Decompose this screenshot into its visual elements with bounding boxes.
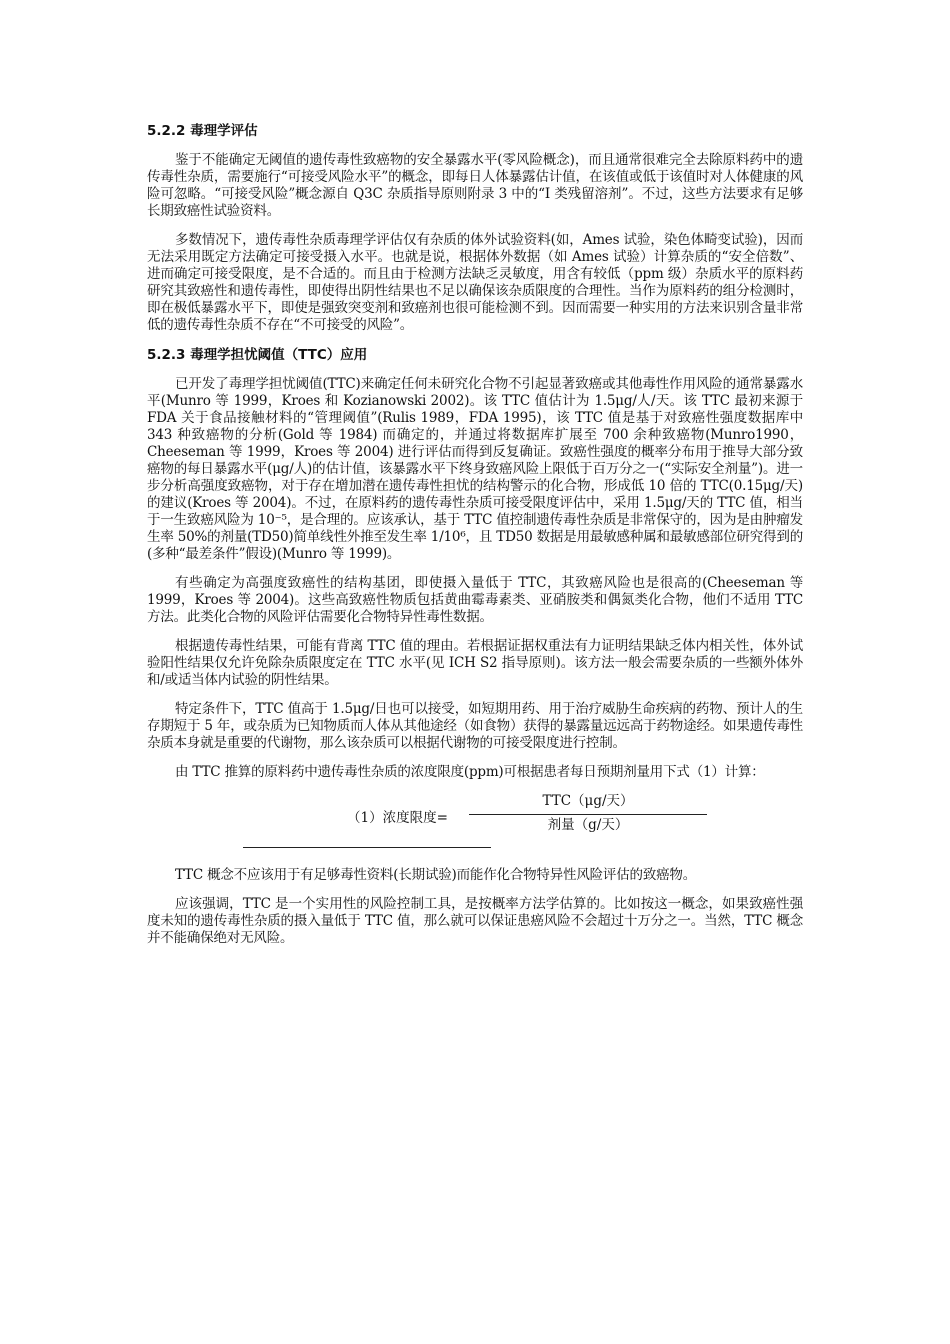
section-heading-5-2-2: 5.2.2 毒理学评估 — [147, 123, 258, 139]
paragraph-special-conditions: 特定条件下，TTC 值高于 1.5μg/日也可以接受，如短期用药、用于治疗威胁生命疾病的药物、预计人的生存期短于 5 年，或杂质为已知物质而人体从其他途经（如食物）获得的暴露量远远高于药物途经。如果遗传毒性杂质本身就是重要的代谢物，那么该杂质可以根据代谢物的可接受限度进行控制。 — [147, 701, 803, 751]
concentration-limit-formula — [147, 793, 803, 855]
paragraph-safe-exposure: 鉴于不能确定无阈值的遗传毒性致癌物的安全暴露水平(零风险概念)，而且通常很难完全去除原料药中的遗传毒性杂质，需要施行“可接受风险水平”的概念，即每日人体暴露估计值，在该值或低于该值时对人体健康的风险可忽略。“可接受风险”概念源自 Q3C 杂质指导原则附录 3 中的“I 类残留溶剂”。不过，这些方法要求有足够长期致癌性试验资料。 — [147, 152, 803, 219]
paragraph-in-vitro-data: 多数情况下，遗传毒性杂质毒理学评估仅有杂质的体外试验资料(如，Ames 试验，染色体畸变试验)，因而无法采用既定方法确定可接受摄入水平。也就是说，根据体外数据（如 Ames 试验）计算杂质的“安全倍数”、进而确定可接受限度，是不合适的。而且由于检测方法缺乏灵敏度，用含有较低（ppm 级）杂质水平的原料药研究其致癌性和遗传毒性，即使得出阴性结果也不足以确保该杂质限度的合理性。当作为原料药的组分检测时，即在极低暴露水平下，即使是强致突变剂和致癌剂也很可能检测不到。因而需要一种实用的方法来识别含量非常低的遗传毒性杂质不存在“不可接受的风险”。 — [147, 232, 803, 333]
formula-fraction — [469, 793, 707, 837]
formula-label: （1）浓度限度= — [347, 810, 448, 826]
formula-underline — [243, 847, 491, 848]
section-heading-5-2-3: 5.2.3 毒理学担忧阈值（TTC）应用 — [147, 347, 368, 363]
fraction-bar — [469, 814, 707, 815]
paragraph-high-potency-groups: 有些确定为高强度致癌性的结构基团，即使摄入量低于 TTC，其致癌风险也是很高的(Cheeseman 等 1999，Kroes 等 2004)。这些高致癌性物质包括黄曲霉毒素类、亚硝胺类和偶氮类化合物，他们不适用 TTC 方法。此类化合物的风险评估需要化合物特异性毒性数据。 — [147, 575, 803, 625]
paragraph-ttc-not-applicable: TTC 概念不应该用于有足够毒性资料(长期试验)而能作化合物特异性风险评估的致癌物。 — [175, 867, 697, 883]
paragraph-formula-intro: 由 TTC 推算的原料药中遗传毒性杂质的浓度限度(ppm)可根据患者每日预期剂量用下式（1）计算： — [175, 764, 765, 780]
formula-denominator: 剂量（g/天） — [547, 817, 629, 833]
document-page — [147, 122, 803, 959]
formula-numerator: TTC（μg/天） — [542, 793, 634, 809]
paragraph-ttc-practical-tool: 应该强调，TTC 是一个实用性的风险控制工具，是按概率方法学估算的。比如按这一概念，如果致癌性强度未知的遗传毒性杂质的摄入量低于 TTC 值，那么就可以保证患癌风险不会超过十万分之一。当然，TTC 概念并不能确保绝对无风险。 — [147, 896, 803, 946]
paragraph-genotoxicity-results: 根据遗传毒性结果，可能有背离 TTC 值的理由。若根据证据权重法有力证明结果缺乏体内相关性，体外试验阳性结果仅允许免除杂质限度定在 TTC 水平(见 ICH S2 指导原则)。该方法一般会需要杂质的一些额外体外和/或适当体内试验的阴性结果。 — [147, 638, 803, 688]
paragraph-ttc-development: 已开发了毒理学担忧阈值(TTC)来确定任何未研究化合物不引起显著致癌或其他毒性作用风险的通常暴露水平(Munro 等 1999，Kroes 和 Kozianowski 2002)。该 TTC 值估计为 1.5μg/人/天。该 TTC 最初来源于 FDA 关于食品接触材料的“管理阈值”(Rulis 1989，FDA 1995)，该 TTC 值是基于对致癌性强度数据库中 343 种致癌物的分析(Gold 等 1984) 而确定的，并通过将数据库扩展至 700 余种致癌物(Munro1990，Cheeseman 等 1999，Kroes 等 2004) 进行评估而得到反复确证。致癌性强度的概率分布用于推导大部分致癌物的每日暴露水平(μg/人)的估计值，该暴露水平下终身致癌风险上限低于百万分之一(“实际安全剂量”)。进一步分析高强度致癌物，对于存在增加潜在遗传毒性担忧的结构警示的化合物，形成低 10 倍的 TTC(0.15μg/天) 的建议(Kroes 等 2004)。不过，在原料药的遗传毒性杂质可接受限度评估中，采用 1.5μg/天的 TTC 值，相当于一生致癌风险为 10⁻⁵，是合理的。应该承认，基于 TTC 值控制遗传毒性杂质是非常保守的，因为是由肿瘤发生率 50%的剂量(TD50)简单线性外推至发生率 1/10⁶，且 TD50 数据是用最敏感种属和最敏感部位研究得到的 (多种“最差条件”假设)(Munro 等 1999)。 — [147, 376, 803, 562]
